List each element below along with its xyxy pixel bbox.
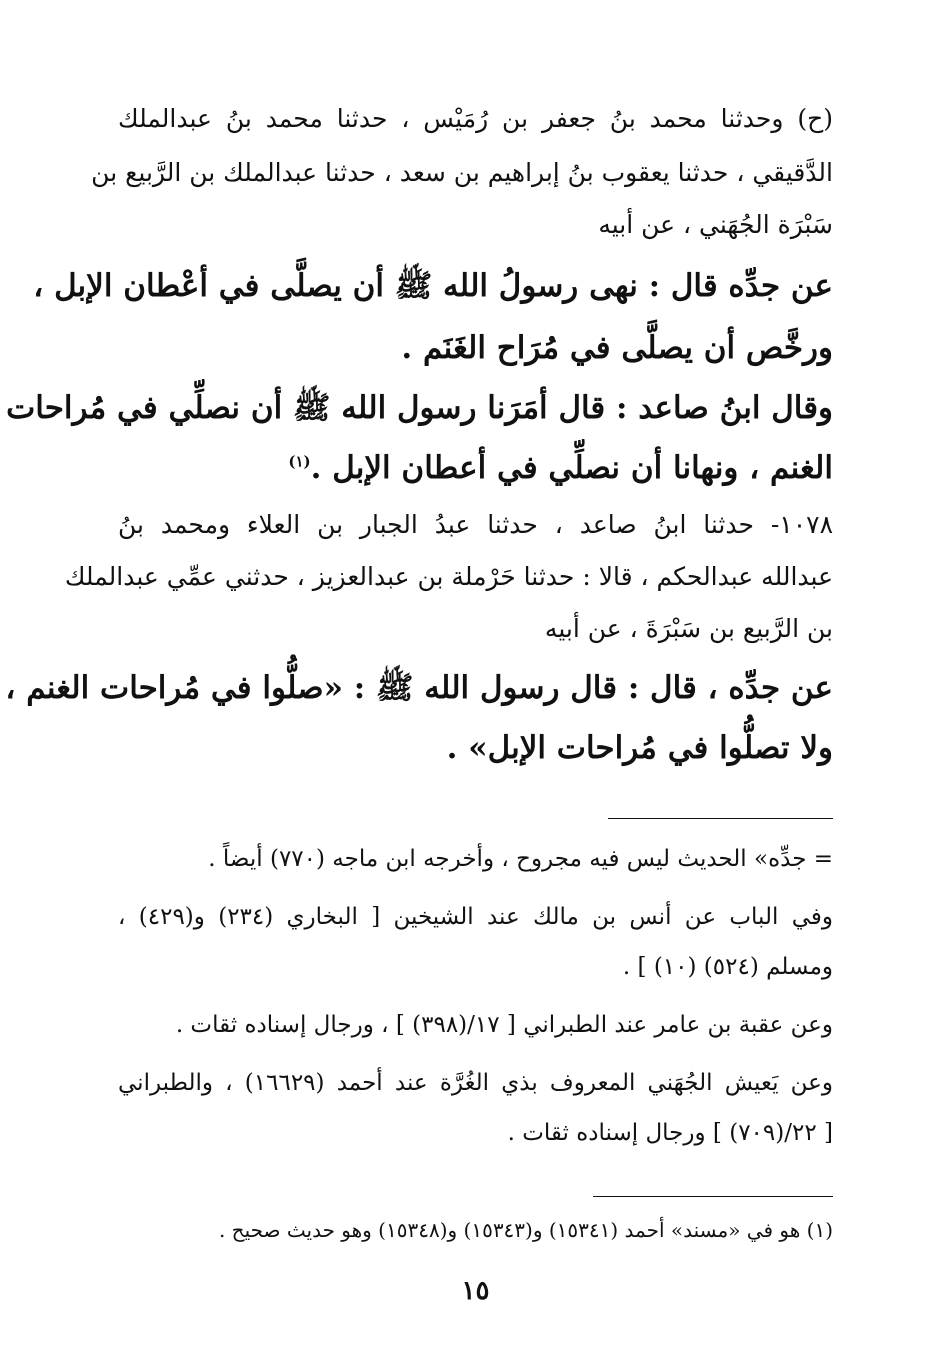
quote-line <box>118 450 833 487</box>
isnad-line: سَبْرَة الجُهَني ، عن أبيه <box>598 210 833 239</box>
footnote-line: وعن عقبة بن عامر عند الطبراني [ ١٧/(٣٩٨) ] ، ورجال إسناده ثقات . <box>175 1012 833 1038</box>
matn-line: عن جدِّه ، قال : قال رسول الله ﷺ : «صلُّوا في مُراحات الغنم ، <box>5 670 833 706</box>
isnad-line: عبدالله عبدالحكم ، قالا : حدثنا حَرْملة بن عبدالعزيز ، حدثني عمِّي عبدالملك <box>64 562 833 591</box>
footnote-line: وفي الباب عن أنس بن مالك عند الشيخين [ البخاري (٢٣٤) و(٤٢٩) ، <box>118 904 833 930</box>
footnote-line: وعن يَعيش الجُهَني المعروف بذي الغُرَّة عند أحمد (١٦٦٢٩) ، والطبراني <box>118 1070 834 1096</box>
footnote-line: [ ٢٢/(٧٠٩) ] ورجال إسناده ثقات . <box>507 1120 833 1146</box>
matn-line: عن جدِّه قال : نهى رسولُ الله ﷺ أن يصلَّى في أعْطان الإبل ، <box>33 268 833 304</box>
endnote-separator <box>593 1196 833 1197</box>
footnote-line: ومسلم (٥٢٤) (١٠) ] . <box>622 954 833 980</box>
isnad-line: (ح) وحدثنا محمد بنُ جعفر بن رُمَيْس ، حدثنا محمد بنُ عبدالملك <box>118 104 833 133</box>
matn-line: ولا تصلُّوا في مُراحات الإبل» . <box>446 730 833 766</box>
isnad-line: بن الرَّبيع بن سَبْرَةَ ، عن أبيه <box>544 614 833 643</box>
page-number: ١٥ <box>461 1276 490 1306</box>
endnote: (١) هو في «مسند» أحمد (١٥٣٤١) و(١٥٣٤٣) و(١٥٣٤٨) وهو حديث صحيح . <box>218 1218 833 1242</box>
quote-text: الغنم ، ونهانا أن نصلِّي في أعطان الإبل . <box>310 450 833 486</box>
footnote-separator <box>608 818 833 819</box>
matn-line: ورخَّص أن يصلَّى في مُرَاح الغَنَم . <box>401 330 833 366</box>
footnote-marker: (١) <box>288 452 311 471</box>
hadith-number-line: ١٠٧٨- حدثنا ابنُ صاعد ، حدثنا عبدُ الجبار بن العلاء ومحمد بنُ <box>118 510 833 539</box>
quote-line: وقال ابنُ صاعد : قال أمَرَنا رسول الله ﷺ أن نصلِّي في مُراحات <box>6 390 833 426</box>
footnote-line: = جدِّه» الحديث ليس فيه مجروح ، وأخرجه ابن ماجه (٧٧٠) أيضاً . <box>208 846 833 872</box>
isnad-line: الدَّقيقي ، حدثنا يعقوب بنُ إبراهيم بن سعد ، حدثنا عبدالملك بن الرَّبيع بن <box>91 158 833 187</box>
